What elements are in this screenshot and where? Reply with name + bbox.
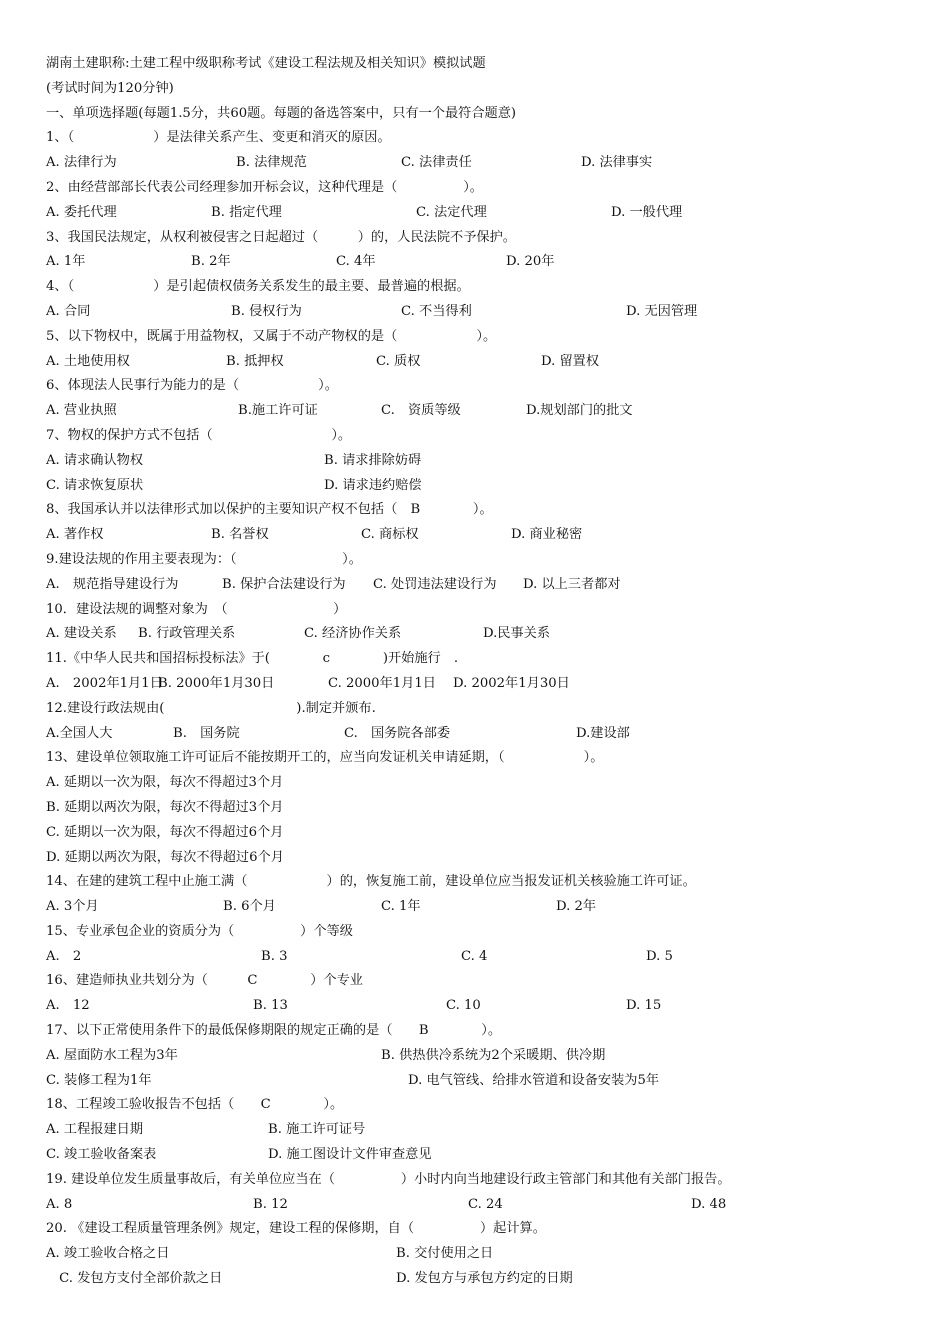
answer-option: D. 2年	[556, 899, 597, 915]
answer-option: D. 延期以两次为限，每次不得超过6个月	[46, 849, 284, 865]
question-stem: 20. 《建设工程质量管理条例》规定，建设工程的保修期，自（ ）起计算。	[46, 1221, 546, 1237]
options-row	[46, 672, 926, 697]
answer-option: B. 抵押权	[226, 353, 284, 369]
question-stem: 13、建设单位领取施工许可证后不能按期开工的，应当向发证机关申请延期，（ ）。	[46, 750, 604, 766]
question-stem: 8、我国承认并以法律形式加以保护的主要知识产权不包括（ B ）。	[46, 502, 493, 518]
section-heading: 一、单项选择题(每题1.5分，共60题。每题的备选答案中，只有一个最符合题意)	[46, 105, 517, 121]
question-stem: 7、物权的保护方式不包括（ ）。	[46, 427, 352, 443]
answer-option: D. 发包方与承包方约定的日期	[396, 1271, 573, 1287]
question-stem: 18、工程竣工验收报告不包括（ C ）。	[46, 1097, 344, 1113]
answer-option: A. 8	[46, 1196, 73, 1212]
question-stem: 17、以下正常使用条件下的最低保修期限的规定正确的是（ B ）。	[46, 1023, 502, 1039]
answer-option: C. 法律责任	[401, 155, 472, 171]
answer-option: B. 6个月	[223, 899, 276, 915]
options-row	[46, 573, 926, 598]
options-row	[46, 846, 926, 871]
answer-option: B. 请求排除妨碍	[324, 452, 422, 468]
answer-option: D. 5	[646, 948, 673, 964]
answer-option: C. 1年	[381, 899, 421, 915]
answer-option: B. 延期以两次为限，每次不得超过3个月	[46, 799, 284, 815]
question-stem: 11.《中华人民共和国招标投标法》于( c )开始施行 .	[46, 651, 459, 667]
answer-option: C. 处罚违法建设行为	[373, 576, 497, 592]
answer-option: B. 13	[253, 998, 288, 1014]
answer-option: A. 规范指导建设行为	[46, 576, 179, 592]
answer-option: C. 装修工程为1年	[46, 1072, 152, 1088]
options-row	[46, 1193, 926, 1218]
answer-option: B. 保护合法建设行为	[222, 576, 346, 592]
options-row	[46, 449, 926, 474]
options-row	[46, 1118, 926, 1143]
exam-page	[46, 52, 926, 1292]
question-stem: 14、在建的建筑工程中止施工满（ ）的，恢复施工前，建设单位应当报发证机关核验施工许可证。	[46, 874, 696, 890]
options-row	[46, 1242, 926, 1267]
answer-option: D. 电气管线、给排水管道和设备安装为5年	[408, 1072, 660, 1088]
answer-option: A.全国人大	[46, 725, 113, 741]
answer-option: A. 延期以一次为限，每次不得超过3个月	[46, 775, 284, 791]
answer-option: C. 商标权	[361, 527, 419, 543]
options-row	[46, 945, 926, 970]
question-stem: 1、（ ）是法律关系产生、变更和消灭的原因。	[46, 130, 391, 146]
question-stem: 5、以下物权中，既属于用益物权，又属于不动产物权的是（ ）。	[46, 328, 497, 344]
answer-option: C. 延期以一次为限，每次不得超过6个月	[46, 824, 284, 840]
options-row	[46, 722, 926, 747]
answer-option: B. 2年	[191, 254, 231, 270]
exam-title: 湖南土建职称:土建工程中级职称考试《建设工程法规及相关知识》模拟试题	[46, 56, 486, 71]
options-row	[46, 895, 926, 920]
answer-option: C. 4年	[336, 254, 376, 270]
answer-option: D. 商业秘密	[511, 527, 583, 543]
answer-option: D.建设部	[576, 725, 630, 741]
answer-option: A. 工程报建日期	[46, 1122, 144, 1138]
answer-option: B. 3	[261, 948, 288, 964]
answer-option: D.民事关系	[483, 626, 551, 642]
answer-option: B. 名誉权	[211, 527, 269, 543]
answer-option: D. 以上三者都对	[523, 576, 621, 592]
answer-option: A. 法律行为	[46, 155, 117, 171]
answer-option: D. 请求违约赔偿	[324, 477, 422, 493]
options-row	[46, 1143, 926, 1168]
options-row	[46, 399, 926, 424]
answer-option: D. 法律事实	[581, 155, 653, 171]
answer-option: C. 发包方支付全部价款之日	[46, 1271, 223, 1287]
answer-option: C. 10	[446, 998, 481, 1014]
answer-option: B. 交付使用之日	[396, 1246, 494, 1262]
answer-option: A. 著作权	[46, 527, 104, 543]
answer-option: B. 法律规范	[236, 155, 307, 171]
options-row	[46, 1044, 926, 1069]
question-stem: 4、（ ）是引起债权债务关系发生的最主要、最普遍的根据。	[46, 279, 470, 295]
question-list	[46, 126, 926, 1291]
answer-option: A. 建设关系	[46, 626, 117, 642]
answer-option: D.规划部门的批文	[526, 403, 633, 419]
question-stem: 19. 建设单位发生质量事故后，有关单位应当在（ ）小时内向当地建设行政主管部门和其他有关部门报告。	[46, 1171, 731, 1187]
answer-option: A. 营业执照	[46, 403, 117, 419]
answer-option: B. 指定代理	[211, 204, 282, 220]
answer-option: C. 质权	[376, 353, 421, 369]
options-row	[46, 796, 926, 821]
answer-option: C. 请求恢复原状	[46, 477, 144, 493]
answer-option: D. 施工图设计文件审查意见	[268, 1147, 432, 1163]
options-row	[46, 300, 926, 325]
answer-option: C. 资质等级	[381, 403, 461, 419]
answer-option: C. 法定代理	[416, 204, 487, 220]
options-row	[46, 821, 926, 846]
answer-option: C. 2000年1月1日	[328, 675, 436, 691]
answer-option: A. 委托代理	[46, 204, 117, 220]
options-row	[46, 201, 926, 226]
answer-option: C. 不当得利	[401, 303, 472, 319]
answer-option: D. 48	[691, 1196, 727, 1212]
answer-option: B. 2000年1月30日	[158, 675, 275, 691]
answer-option: C. 国务院各部委	[344, 725, 451, 741]
options-row	[46, 1267, 926, 1292]
answer-option: B. 供热供冷系统为2个采暖期、供冷期	[381, 1047, 606, 1063]
answer-option: A. 竣工验收合格之日	[46, 1246, 170, 1262]
answer-option: D. 一般代理	[611, 204, 683, 220]
question-stem: 6、体现法人民事行为能力的是（ ）。	[46, 378, 338, 394]
answer-option: C. 经济协作关系	[304, 626, 402, 642]
options-row	[46, 250, 926, 275]
exam-time-note: (考试时间为120分钟)	[46, 80, 174, 96]
answer-option: A. 土地使用权	[46, 353, 130, 369]
answer-option: A. 3个月	[46, 899, 99, 915]
question-stem: 10．建设法规的调整对象为 （ ）	[46, 601, 347, 617]
answer-option: B. 施工许可证号	[268, 1122, 366, 1138]
answer-option: D. 15	[626, 998, 662, 1014]
options-row	[46, 523, 926, 548]
answer-option: A. 1年	[46, 254, 86, 270]
options-row	[46, 474, 926, 499]
answer-option: B. 侵权行为	[231, 303, 302, 319]
options-row	[46, 771, 926, 796]
answer-option: A. 12	[46, 998, 90, 1014]
answer-option: D. 无因管理	[626, 303, 698, 319]
answer-option: B. 行政管理关系	[138, 626, 236, 642]
options-row	[46, 622, 926, 647]
answer-option: A. 屋面防水工程为3年	[46, 1047, 178, 1063]
answer-option: A. 2	[46, 948, 82, 964]
question-stem: 12.建设行政法规由( ).制定并颁布.	[46, 700, 376, 716]
answer-option: C. 24	[468, 1196, 503, 1212]
answer-option: A. 2002年1月1日	[46, 675, 163, 691]
question-stem: 16、建造师执业共划分为（ C ）个专业	[46, 973, 363, 989]
answer-option: D. 2002年1月30日	[453, 675, 570, 691]
answer-option: A. 合同	[46, 303, 91, 319]
options-row	[46, 994, 926, 1019]
answer-option: B. 国务院	[173, 725, 240, 741]
question-stem: 15、专业承包企业的资质分为（ ）个等级	[46, 923, 353, 939]
options-row	[46, 350, 926, 375]
options-row	[46, 151, 926, 176]
answer-option: D. 留置权	[541, 353, 600, 369]
answer-option: B.施工许可证	[238, 403, 318, 419]
answer-option: D. 20年	[506, 254, 555, 270]
question-stem: 3、我国民法规定，从权利被侵害之日起超过（ ）的，人民法院不予保护。	[46, 229, 516, 245]
answer-option: C. 4	[461, 948, 488, 964]
answer-option: C. 竣工验收备案表	[46, 1147, 157, 1163]
options-row	[46, 1069, 926, 1094]
question-stem: 9.建设法规的作用主要表现为：（ ）。	[46, 551, 362, 567]
answer-option: B. 12	[253, 1196, 288, 1212]
question-stem: 2、由经营部部长代表公司经理参加开标会议，这种代理是（ ）。	[46, 179, 483, 195]
answer-option: A. 请求确认物权	[46, 452, 144, 468]
